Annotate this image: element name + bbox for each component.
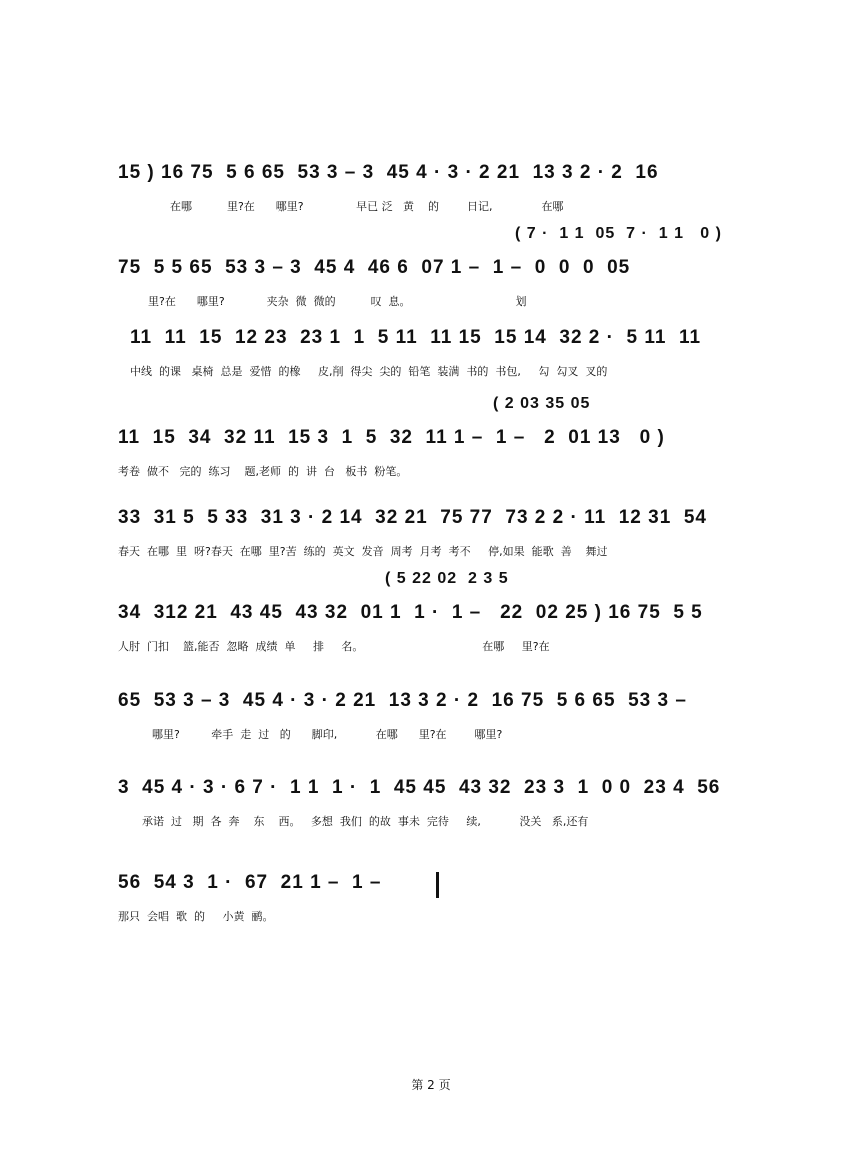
notation-line: 56 54 3 1 · 67 21 1 – 1 – [118, 872, 382, 893]
score-system-6 [0, 570, 862, 685]
score-system-3 [0, 315, 862, 410]
interlude-bracket: ( 2 03 35 05 [493, 395, 591, 412]
notation-line: 11 15 34 32 11 15 3 1 5 32 11 1 – 1 – 2 01 13 0 ) [118, 427, 665, 448]
lyrics-line: 在哪 里?在 哪里? 早已 泛 黄 的 日记, 在哪 [170, 200, 564, 213]
lyrics-line: 那只 会唱 歌 的 小黄 鹂。 [118, 910, 274, 923]
notation-line: 3 45 4 · 3 · 6 7 · 1 1 1 · 1 45 45 43 32 23 3 1 0 0 23 4 56 [118, 777, 721, 798]
lyrics-line: 里?在 哪里? 夹杂 微 微的 叹 息。 划 [148, 295, 527, 308]
final-barline [436, 872, 439, 898]
interlude-bracket: ( 7 · 1 1 05 7 · 1 1 0 ) [515, 225, 722, 242]
page-number: 第 2 页 [411, 1078, 451, 1092]
notation-line: 75 5 5 65 53 3 – 3 45 4 46 6 07 1 – 1 – 0 0 0 05 [118, 257, 631, 278]
notation-line: 65 53 3 – 3 45 4 · 3 · 2 21 13 3 2 · 2 16 75 5 6 65 53 3 – [118, 690, 687, 711]
score-system-8 [0, 765, 862, 860]
notation-line: 11 11 15 12 23 23 1 1 5 11 11 15 15 14 32 2 · 5 11 11 [130, 327, 702, 348]
score-system-1 [0, 150, 862, 245]
lyrics-line: 承诺 过 期 各 奔 东 西。 多想 我们 的故 事未 完待 续, 没关 系,还有 [142, 815, 589, 828]
lyrics-line: 人肘 门扣 篮,能否 忽略 成绩 单 排 名。 在哪 里?在 [118, 640, 550, 653]
lyrics-line: 哪里? 牵手 走 过 的 脚印, 在哪 里?在 哪里? [152, 728, 503, 741]
lyrics-line: 春天 在哪 里 呀?春天 在哪 里?苦 练的 英文 发音 周考 月考 考不 停,如果 能歌 善 舞过 [118, 545, 608, 558]
score-system-9 [0, 860, 862, 955]
lyrics-line: 中线 的课 桌椅 总是 爱惜 的橡 皮,削 得尖 尖的 铅笔 装满 书的 书包, 勾 勾叉 叉的 [130, 365, 608, 378]
score-system-7 [0, 678, 862, 773]
lyrics-line: 考卷 做不 完的 练习 题,老师 的 讲 台 板书 粉笔。 [118, 465, 408, 478]
notation-line: 33 31 5 5 33 31 3 · 2 14 32 21 75 77 73 2 2 · 11 12 31 54 [118, 507, 707, 528]
notation-line: 34 312 21 43 45 43 32 01 1 1 · 1 – 22 02 25 ) 16 75 5 5 [118, 602, 703, 623]
notation-line: 15 ) 16 75 5 6 65 53 3 – 3 45 4 · 3 · 2 21 13 3 2 · 2 16 [118, 162, 659, 183]
interlude-bracket: ( 5 22 02 2 3 5 [385, 570, 509, 587]
